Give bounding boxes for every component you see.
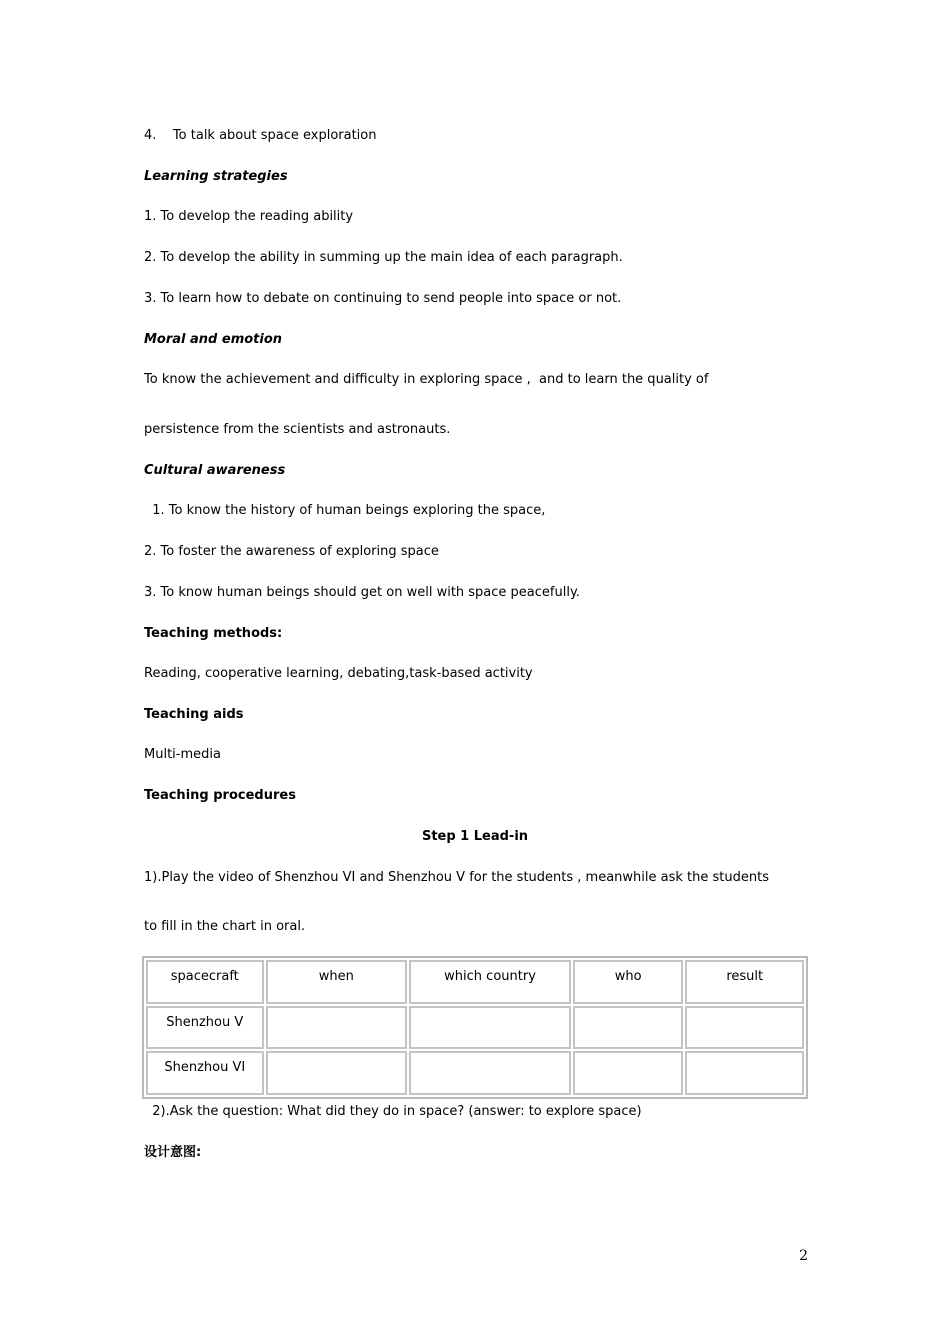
design-intent-label: 设计意图:	[144, 1145, 202, 1160]
table-cell	[409, 1051, 571, 1095]
table-cell: Shenzhou V	[146, 1006, 264, 1050]
procedure-1-line-1: 1).Play the video of Shenzhou VI and Shenzhou V for the students , meanwhile ask the students	[144, 870, 769, 885]
table-row	[146, 1006, 804, 1050]
learning-strategy-1: 1. To develop the reading ability	[144, 209, 354, 224]
table-row	[146, 1051, 804, 1095]
table-cell	[685, 1051, 804, 1095]
table-header-cell: result	[685, 960, 804, 1004]
table-header-cell: spacecraft	[146, 960, 264, 1004]
table-cell	[409, 1006, 571, 1050]
table-header-row	[146, 960, 804, 1004]
heading-moral-emotion: Moral and emotion	[144, 332, 283, 347]
table-header-cell: who	[573, 960, 684, 1004]
objective-item-4: 4. To talk about space exploration	[144, 128, 377, 143]
procedure-1-line-2: to fill in the chart in oral.	[144, 919, 306, 934]
procedure-2: 2).Ask the question: What did they do in space? (answer: to explore space)	[144, 1104, 642, 1119]
table-cell: Shenzhou VI	[146, 1051, 264, 1095]
heading-teaching-procedures: Teaching procedures	[144, 788, 296, 803]
cultural-item-2: 2. To foster the awareness of exploring space	[144, 544, 439, 559]
step-1-heading: Step 1 Lead-in	[421, 829, 529, 844]
page-number: 2	[799, 1248, 808, 1264]
moral-text-line-2: persistence from the scientists and astronauts.	[144, 422, 451, 437]
table-cell	[573, 1051, 684, 1095]
moral-text-line-1: To know the achievement and difficulty in exploring space , and to learn the quality of	[144, 372, 709, 387]
table-cell	[266, 1006, 408, 1050]
heading-learning-strategies: Learning strategies	[144, 169, 288, 184]
table-header-cell: when	[266, 960, 408, 1004]
table-cell	[266, 1051, 408, 1095]
learning-strategy-2: 2. To develop the ability in summing up the main idea of each paragraph.	[144, 250, 623, 265]
heading-teaching-methods: Teaching methods:	[144, 626, 283, 641]
spacecraft-chart-table	[142, 956, 808, 1099]
table-header-cell: which country	[409, 960, 571, 1004]
heading-cultural-awareness: Cultural awareness	[144, 463, 286, 478]
cultural-item-3: 3. To know human beings should get on well with space peacefully.	[144, 585, 580, 600]
table-cell	[573, 1006, 684, 1050]
table-cell	[685, 1006, 804, 1050]
learning-strategy-3: 3. To learn how to debate on continuing to send people into space or not.	[144, 291, 622, 306]
teaching-methods-text: Reading, cooperative learning, debating,task-based activity	[144, 666, 533, 681]
teaching-aids-text: Multi-media	[144, 747, 221, 762]
cultural-item-1: 1. To know the history of human beings exploring the space,	[144, 503, 546, 518]
heading-teaching-aids: Teaching aids	[144, 707, 244, 722]
